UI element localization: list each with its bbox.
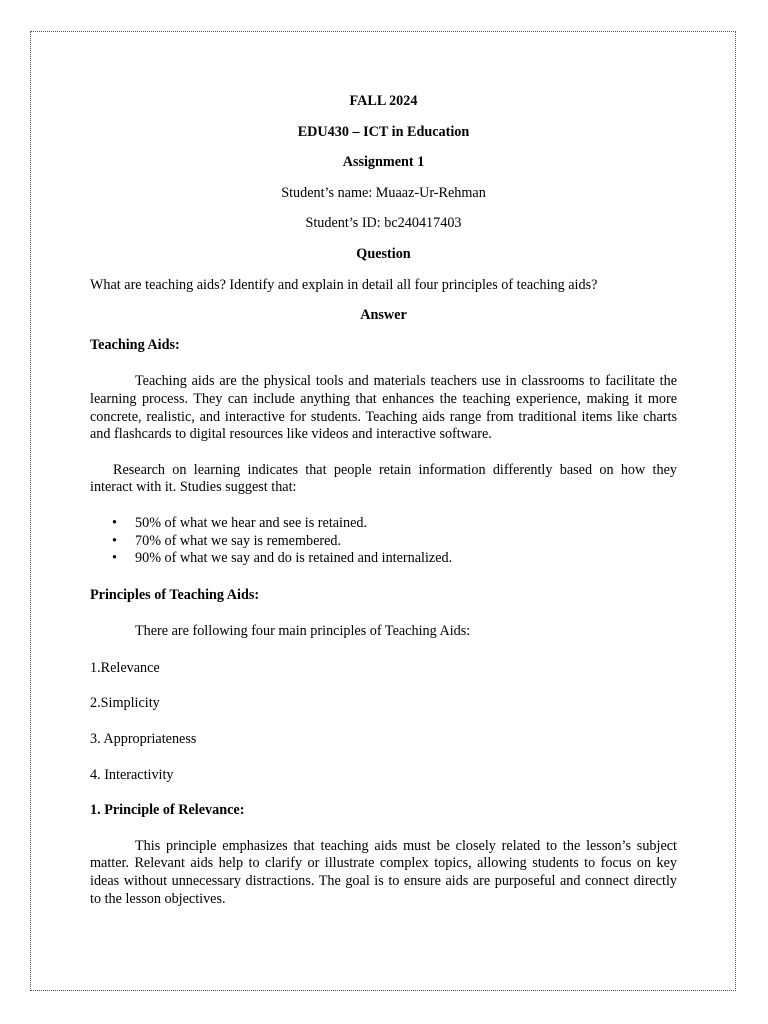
research-paragraph: Research on learning indicates that people retain information differently based on how they interact with it. Studies suggest that:: [90, 461, 677, 496]
principles-intro: There are following four main principles of Teaching Aids:: [135, 623, 471, 640]
principle-item-relevance: 1.Relevance: [90, 659, 160, 676]
course-title: EDU430 – ICT in Education: [297, 123, 470, 140]
bullet-text: 90% of what we say and do is retained and internalized.: [135, 550, 453, 567]
bullet-icon: •: [112, 550, 117, 567]
principle-item-simplicity: 2.Simplicity: [90, 695, 160, 712]
teaching-aids-heading: Teaching Aids:: [90, 336, 180, 353]
question-text: What are teaching aids? Identify and explain in detail all four principles of teaching aids?: [90, 276, 598, 293]
document-body: [90, 93, 677, 908]
answer-heading: Answer: [360, 307, 407, 324]
student-name: Student’s name: Muaaz-Ur-Rehman: [281, 184, 486, 201]
principle-item-appropriateness: 3. Appropriateness: [90, 731, 197, 748]
term-title: FALL 2024: [349, 93, 418, 109]
list-item: [90, 533, 677, 551]
retention-bullet-list: [90, 515, 677, 568]
bullet-text: 50% of what we hear and see is retained.: [135, 514, 368, 531]
teaching-aids-paragraph: Teaching aids are the physical tools and materials teachers use in classrooms to facilitate the learning process. They can include anything that enhances the teaching experience, making it more concrete, realistic, and interactive for students. Teaching aids range from traditional items like charts and flashcards to digital resources like videos and interactive software.: [90, 373, 677, 443]
list-item: [90, 515, 677, 533]
principle-item-interactivity: 4. Interactivity: [90, 766, 174, 783]
student-id: Student’s ID: bc240417403: [305, 215, 462, 232]
relevance-paragraph: This principle emphasizes that teaching aids must be closely related to the lesson’s subject matter. Relevant aids help to clarify or illustrate complex topics, allowing students to focus on key ideas without unnecessary distractions. The goal is to ensure aids are purposeful and connect directly to the lesson objectives.: [90, 837, 677, 907]
question-heading: Question: [356, 245, 411, 262]
list-item: [90, 550, 677, 568]
bullet-icon: •: [112, 514, 117, 531]
relevance-heading: 1. Principle of Relevance:: [90, 802, 245, 819]
bullet-text: 70% of what we say is remembered.: [135, 532, 342, 549]
bullet-icon: •: [112, 532, 117, 549]
assignment-title: Assignment 1: [342, 154, 425, 171]
principles-heading: Principles of Teaching Aids:: [90, 586, 260, 603]
